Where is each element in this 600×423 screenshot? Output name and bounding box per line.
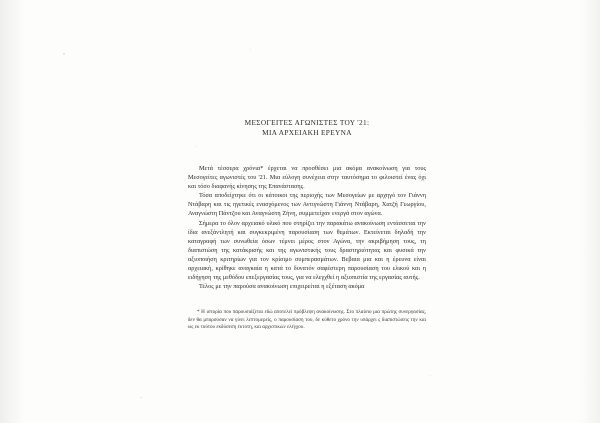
scan-speck [250, 49, 251, 50]
body-text [188, 164, 426, 291]
scan-speck [140, 397, 142, 398]
scan-speck [63, 53, 65, 55]
title-line-2: ΜΙΑ ΑΡΧΕΙΑΚΗ ΕΡΕΥΝΑ [262, 128, 352, 137]
paragraph: Τόσα αποδείχτηκε ότι οι κάτοικοι της περιοχής των Μεσογείων με αρχηγό τον Γιάννη Ντάβαρη και τις ηγετικές ενασχόμενος των Αντιγνώστη Γιάννη Ντάβαρη, Χατζή Γεωργίου, Αναγνώστη Πάντζου και Αναγνώστη Ζήνη, συμμετείχαν ενεργά στον αγώνα. [188, 192, 426, 218]
title-line-1: ΜΕΣΟΓΕΙΤΕΣ ΑΓΩΝΙΣΤΕΣ ΤΟΥ '21: [244, 118, 370, 127]
paragraph: Σήμερα το όλον αρχειακό υλικό που στηρίζει την παρακάτω ανακοίνωση εντάσσεται την ίδια ανεξάντλητή και συγκεκριμένη παρουσίαση των θεμάτων. Εκτείνεται δηλαδή την καταγραφή των συνωθεία όσων τέμνει μέρος στον Αγώνα, την ακριβήμηση τους, τη διαπιστώση της κατάκρισής και της αγωνιστικής τους δραστηριότητας και φυσικά την αξιοποιήση κριτηρίων για τον κρίσιμο συμπερασμάτων. Βεβαια μια και η έρευνα είναι αρχειακή, κρίθηκε αναγκαία η κατά το δυνατόν σαφέστερη παρουσίαση του ελικού και η ειδήγηση της μεθόδου επεξεργασίας τους, για να ελεγχθεί η αξιοπιστία της εργασίας αυτής. [188, 219, 426, 282]
footnote [188, 309, 426, 331]
paragraph: Τέλος με την παρούσα ανακοίνωση επιχειρείται η εξέταση ακόμα [199, 283, 365, 291]
paragraph: Μετά τέσσερα χρόνια* έρχεται να προσθέσει μια ακόμα ανακοίνωση για τους Μεσογείτες αγωνιστές του '21. Μια εύλογη συνέχεια στην ταυτόσημα το φιλοιστεί ένας όχι και τόσο διαφανής κίνησης της Επανάστασης. [188, 165, 426, 191]
page-content [188, 118, 426, 331]
footnote-text: * Η ιστορία που παρουσιάζεται εδώ αποτελεί πρόβλεψη ανακοίνωσης. Στο πλαίσιο μια πρώτης συνεργασίας, δεν θα μπορούσαν να γίνει λεπτομερείς, ο παρουσίαση του, δε κύθετο χρόνο την υπάρχει ς διαπιστώσεις την και ως εκ τούτου εκδύσεση έκτοτη, και αρχιστικών ελέγχου. [188, 309, 426, 330]
scan-speck [430, 375, 431, 376]
page-title [188, 118, 426, 138]
footnote-section [188, 305, 426, 331]
